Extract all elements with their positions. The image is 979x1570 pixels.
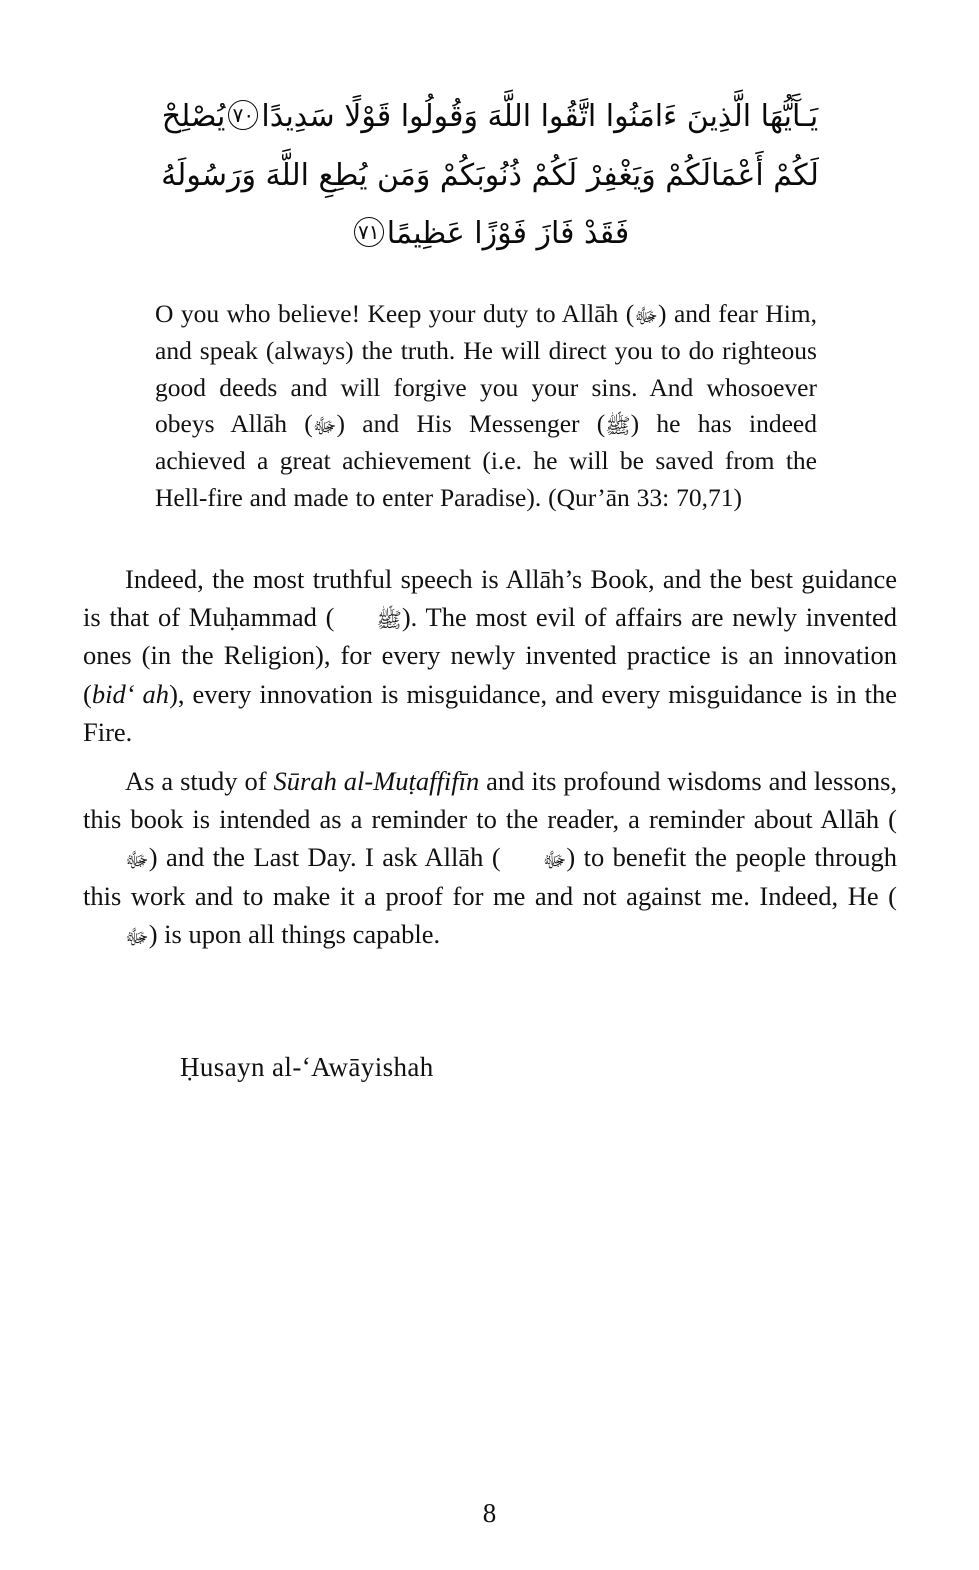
- paragraph-truthful-speech: Indeed, the most truthful speech is Allāh’s Book, and the best guidance is that of Muḥammad ( ﷺ). The most evil of affairs are newly invented ones (in the Religion), for every newly invented practice is an innovation (bidʻ ah), every innovation is misguidance, and every misguidance is in the Fire.: [83, 564, 898, 747]
- transliterated-term: bidʻ ah: [91, 678, 170, 709]
- author-signature: Ḥusayn al-ʻAwāyishah: [180, 1052, 434, 1082]
- quran-line-1-text-after: يُصْلِحْ: [161, 99, 226, 134]
- quran-verse-block: [150, 88, 830, 264]
- quran-translation-quote: O you who believe! Keep your duty to Allāh (ﷻ) and fear Him, and speak (always) the truth. He will direct you to do righteous good deeds and will forgive you your sins. And whosoever obeys Allāh (ﷻ) and His Messenger (ﷺ) he has indeed achieved a great achievement (i.e. he will be saved from the Hell-fire and made to enter Paradise). (Qur’ān 33: 70,71): [155, 299, 817, 512]
- quran-line-3: [150, 205, 830, 264]
- quran-line-2: [150, 147, 830, 206]
- transliterated-term: Sūrah al-Muṭaffifīn: [273, 766, 480, 796]
- page-number: 8: [482, 1498, 497, 1528]
- quran-line-1: [150, 88, 830, 147]
- quran-line-1-text-before: يَـآَيُّهَا الَّذِينَ ءَامَنُوا اتَّقُوا اللَّهَ وَقُولُوا قَوْلًا سَدِيدًا: [261, 99, 819, 134]
- verse-marker-70: ٧٠: [228, 100, 258, 130]
- quran-line-3-text: فَقَدْ فَازَ فَوْزًا عَظِيمًا: [386, 216, 630, 251]
- paragraph-study-of-surah: As a study of Sūrah al-Muṭaffifīn and its profound wisdoms and lessons, this book is intended as a reminder to the reader, a reminder about Allāh (ﷻ) and the Last Day. I ask Allāh ( ﷻ) to benefit the people through this work and to make it a proof for me and not against me. Indeed, He (ﷻ) is upon all things capable.: [83, 766, 898, 949]
- verse-marker-71: ٧١: [354, 217, 384, 247]
- quran-line-2-text: لَكُمْ أَعْمَالَكُمْ وَيَغْفِرْ لَكُمْ ذُنُوبَكُمْ وَمَن يُطِعِ اللَّهَ وَرَسُولَهُ: [161, 157, 819, 193]
